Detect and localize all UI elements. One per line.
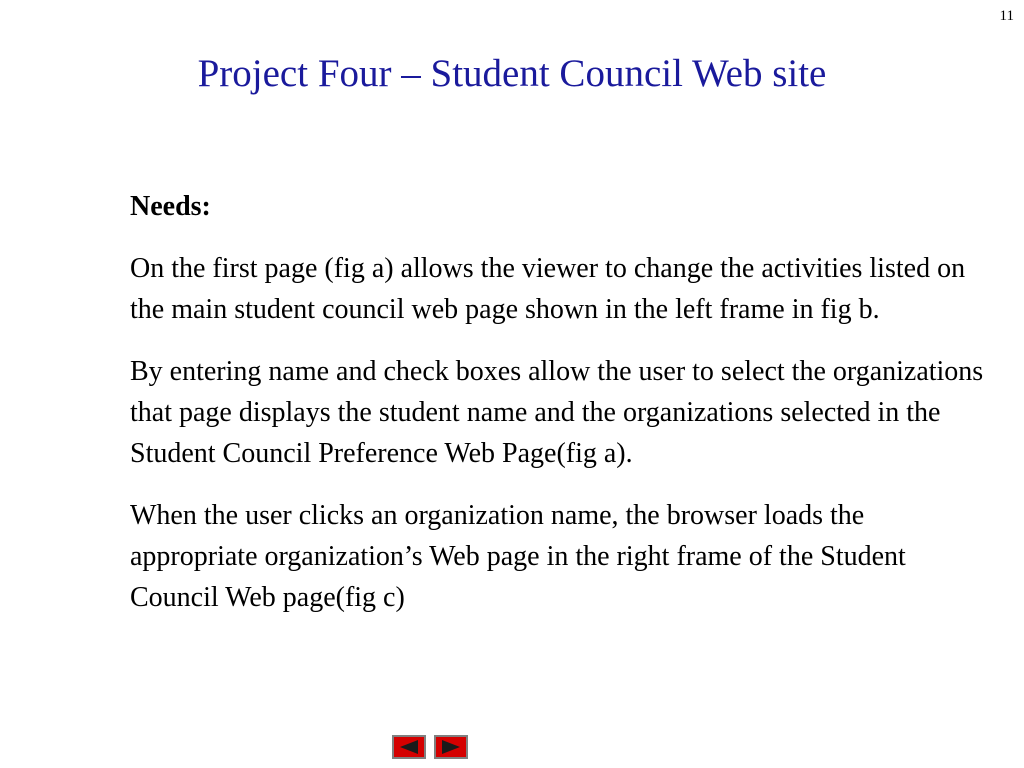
- slide-body: [130, 186, 990, 639]
- slide-number: 11: [999, 8, 1014, 24]
- paragraph-organization-click: When the user clicks an organization name, the browser loads the appropriate organization’s Web page in the right frame of the Student Council Web page(fig c): [130, 500, 906, 613]
- previous-slide-button[interactable]: [392, 735, 426, 759]
- next-slide-button[interactable]: [434, 735, 468, 759]
- paragraph-check-boxes: By entering name and check boxes allow the user to select the organizations that page displays the student name and the organizations selected in the Student Council Preference Web Page(fig a).: [130, 356, 984, 469]
- slide-title: Project Four – Student Council Web site: [197, 52, 827, 95]
- arrow-right-icon: [440, 740, 462, 754]
- arrow-left-icon: [398, 740, 420, 754]
- slide-navigation: [392, 735, 468, 759]
- needs-heading: Needs:: [130, 191, 211, 222]
- paragraph-first-page: On the first page (fig a) allows the viewer to change the activities listed on the main student council web page shown in the left frame in fig b.: [130, 253, 966, 325]
